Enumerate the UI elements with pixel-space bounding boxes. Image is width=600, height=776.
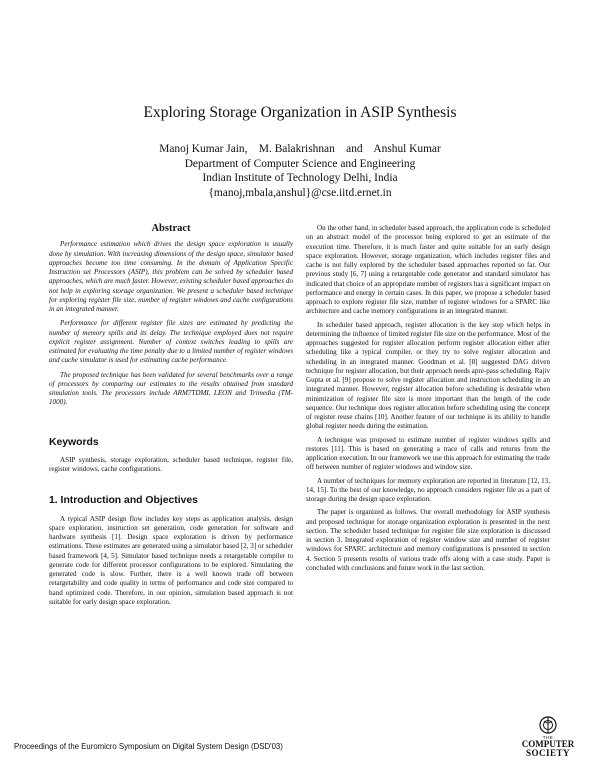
- logo-society: SOCIETY: [525, 748, 570, 758]
- proceedings-footer: Proceedings of the Euromicro Symposium on Digital System Design (DSD'03): [14, 742, 283, 751]
- body-paragraph: A technique was proposed to estimate number of register windows spills and restores [11]. This is based on generating a trace of calls and returns from the application execution. In our framework we use this approach for estimating the trade off between number of register windows and window size.: [306, 435, 550, 472]
- paper-title: Exploring Storage Organization in ASIP Synthesis: [143, 104, 457, 121]
- body-paragraph: A number of techniques for memory exploration are reported in literature [12, 13, 14, 15]. To the best of our knowledge, no approach considers register file as a part of storage during the design space exploration.: [306, 476, 550, 503]
- email: {manoj,mbala,anshul}@cse.iitd.ernet.in: [208, 186, 392, 199]
- intro-paragraph: A typical ASIP design flow includes key steps as application analysis, design space exploration, instruction set generation, code generation for software and hardware synthesis [1]. Design space exploration is driven by performance estimations. These estimates are generated using a simulator based [2, 3] or scheduler based framework [4, 5]. Simulator based technique needs a retargetable compiler to generate code for different processor configurations to be explored. Simulating the generated code is slow. Further, there is a well known trade off between retargetability and code quality in terms of performance and code size compared to hand optimized code. Therefore, in our opinion, simulation based approach is not suitable for early design space exploration.: [49, 514, 293, 606]
- intro-heading: 1. Introduction and Objectives: [49, 495, 198, 507]
- body-paragraph: In scheduler based approach, register allocation is the key step which helps in determining the influence of limited register file size on the performance. Most of the approaches suggested for register allocation perform register allocation either after scheduling like a typical compiler, or they try to solve register allocation and scheduling in an integrated manner. Goodman et al. [8] suggested DAG driven technique for register allocation, but their approach needs apre-pass scheduling. Rajiv Gupta et al. [9] propose to solve register allocation and instruction scheduling in an integrated manner. However, register allocation before scheduling is desirable when minimization of register file size is more important than the length of the code sequence. Our technique does register allocation before scheduling using the concept of register reuse chains [10]. Another feature of our technique is its ability to handle global register needs during the estimation.: [306, 320, 550, 431]
- abstract-paragraph: Performance for different register file sizes are estimated by predicting the number of memory spills and its delay. The technique employed does not require explicit register assignment. Number of context switches leading to spills are estimated for evaluating the time penalty due to a limited number of register windows and cache simulator is used for estimating cache performance.: [49, 319, 293, 365]
- keywords-text: ASIP synthesis, storage exploration, scheduler based technique, register file, register windows, cache configurations.: [49, 455, 293, 473]
- abstract-paragraph: The proposed technique has been validated for several benchmarks over a range of processors by comparing our estimates to the results obtained from standard simulation tools. The processors include ARM7TDMI, LEON and Trimedia (TM-1000).: [49, 370, 293, 407]
- right-column: [306, 224, 550, 577]
- left-column: [49, 224, 293, 611]
- computer-society-logo: [512, 716, 584, 758]
- body-paragraph: The paper is organized as follows. Our overall methodology for ASIP synthesis and proposed technique for storage organization exploration is presented in the next section. The scheduler based technique for register file size exploration is discussed in section 3. Integrated exploration of register window size and number of register windows for SPARC architecture and memory configurations is presented in section 4. Section 5 presents results of various trade offs along with a case study. Paper is concluded with conclusions and future work in the last section.: [306, 508, 550, 572]
- abstract-heading: Abstract: [151, 223, 191, 234]
- body-paragraph: On the other hand, in scheduler based approach, the application code is scheduled on an abstract model of the processor being explored to get an estimate of the execution time. Therefore, it is much faster and quite suitable for an early design space exploration. However, storage organization, which includes register files and cache is not fully explored by the scheduler based approaches reported so far. Our previous study [6, 7] using a retargetable code generator and standard simulator has indicated that choice of an appropriate number of registers has a significant impact on performance and energy in certain cases. In this paper, we propose a scheduler based approach to explore register file size, number of register windows for a SPARC like architecture and cache memory configurations in an integrated manner.: [306, 224, 550, 316]
- author-names: Manoj Kumar Jain, M. Balakrishnan and Anshul Kumar: [159, 143, 441, 155]
- logo-computer: COMPUTER: [521, 739, 575, 749]
- institute: Indian Institute of Technology Delhi, India: [202, 172, 398, 185]
- abstract-paragraph: Performance estimation which drives the design space exploration is usually done by simulation. With increasing dimensions of the design space, simulator based approaches become too time consuming. In the domain of Application Specific Instruction set Processors (ASIP), this problem can be solved by scheduler based approaches, which are much faster. However, existing scheduler based approaches do not help in exploring storage organization. We present a scheduler based technique for exploring register file size, number of register windows and cache configurations in an integrated manner.: [49, 240, 293, 313]
- keywords-heading: Keywords: [49, 436, 99, 448]
- logo-the: THE: [542, 735, 554, 740]
- author-block: [0, 142, 600, 200]
- computer-society-emblem-icon: [539, 716, 557, 734]
- department: Department of Computer Science and Engineering: [184, 157, 416, 170]
